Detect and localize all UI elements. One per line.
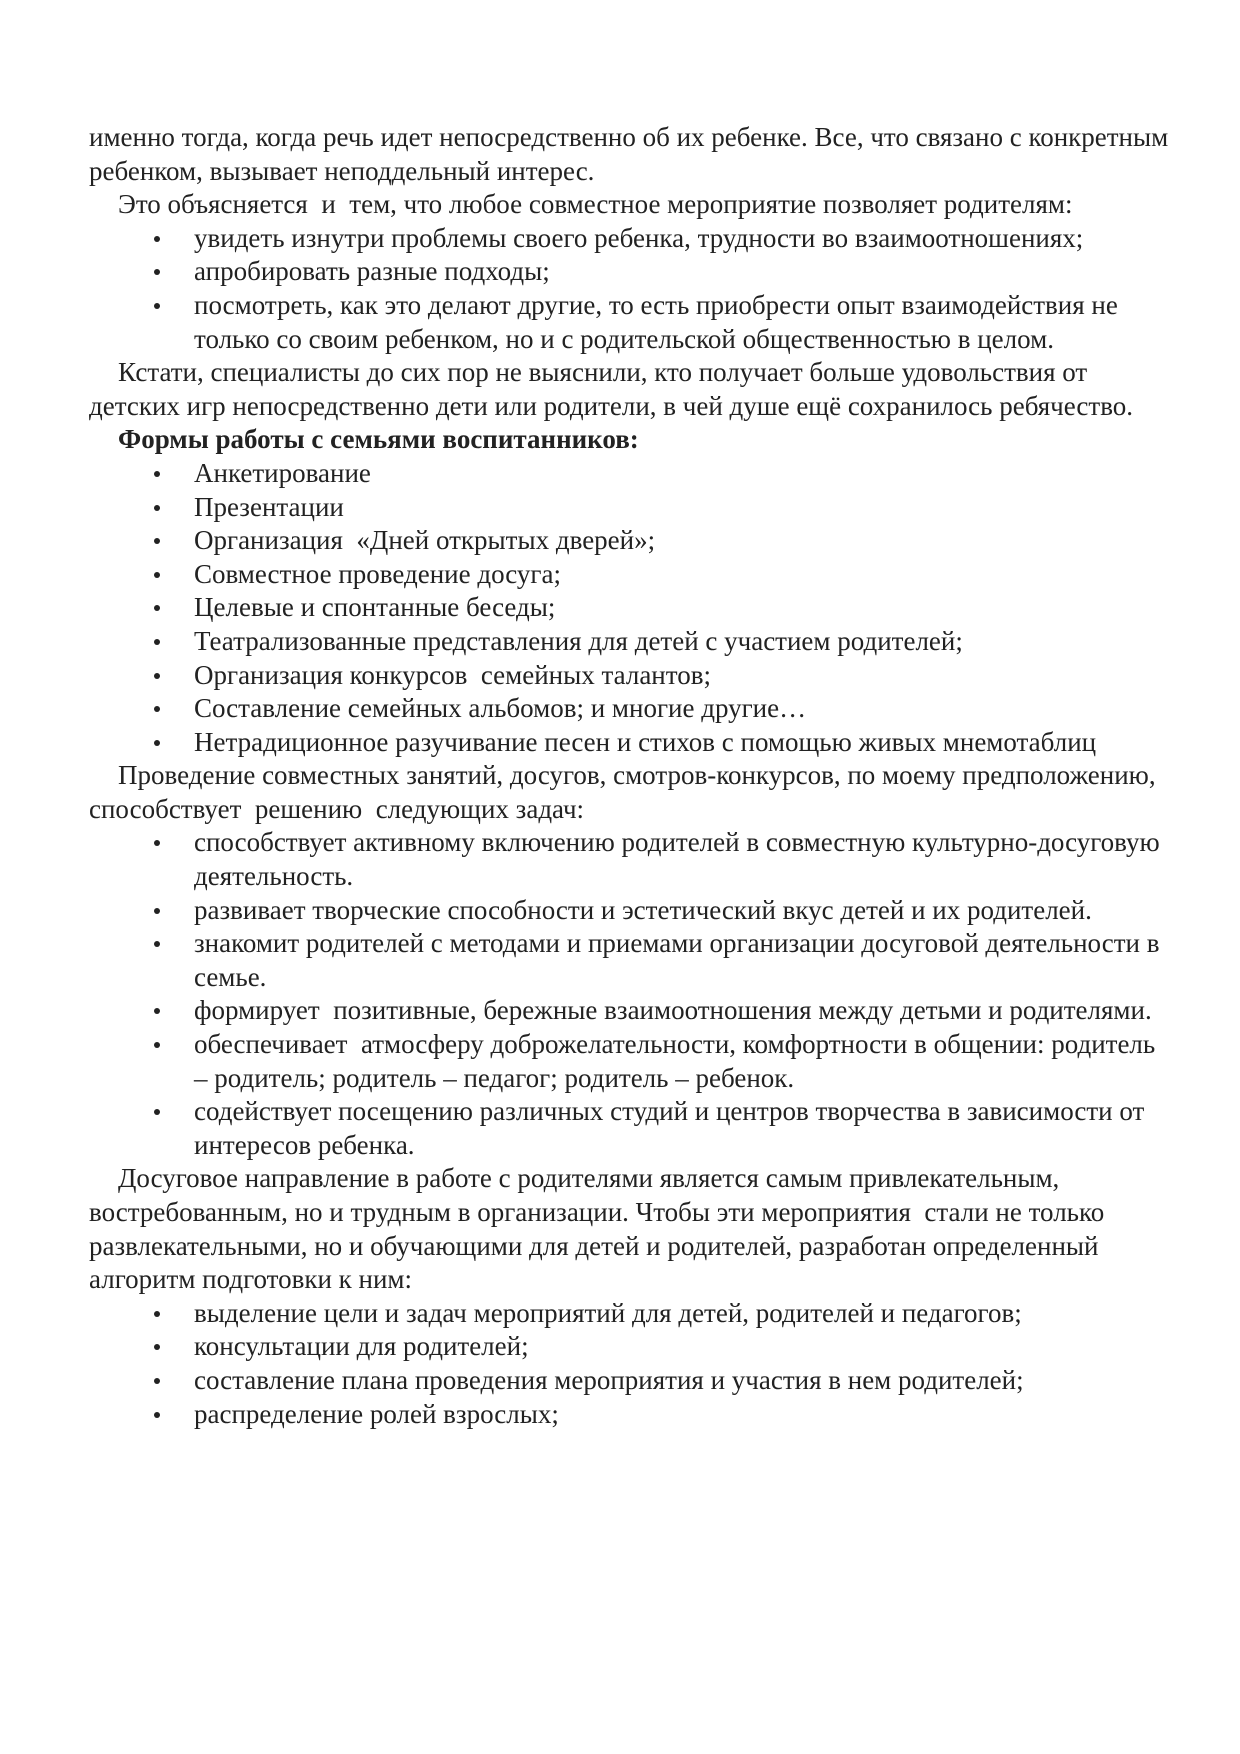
bullet-icon — [154, 269, 160, 275]
list-item: формирует позитивные, бережные взаимоотношения между детьми и родителями. — [89, 994, 1169, 1028]
bullet-icon — [154, 1109, 160, 1115]
bullet-icon — [154, 840, 160, 846]
list-item: Составление семейных альбомов; и многие другие… — [89, 692, 1169, 726]
bullet-icon — [154, 1311, 160, 1317]
bullet-icon — [154, 538, 160, 544]
bullet-icon — [154, 740, 160, 746]
bullet-icon — [154, 1412, 160, 1418]
benefits-list — [89, 222, 1169, 356]
paragraph-leisure: Досуговое направление в работе с родителями является самым привлекательным, востребованным, но и трудным в организации. Чтобы эти мероприятия стали не только развлекательными, но и обучающими для детей и родителей, разработан определенный алгоритм подготовки к ним: — [89, 1163, 1111, 1295]
list-item: Организация конкурсов семейных талантов; — [89, 659, 1169, 693]
bullet-icon — [154, 303, 160, 309]
bullet-icon — [154, 1042, 160, 1048]
list-item: Целевые и спонтанные беседы; — [89, 591, 1169, 625]
bullet-icon — [154, 1344, 160, 1350]
bullet-icon — [154, 941, 160, 947]
list-item: развивает творческие способности и эстетический вкус детей и их родителей. — [89, 894, 1169, 928]
list-item: обеспечивает атмосферу доброжелательности, комфортности в общении: родитель – родитель; родитель – педагог; родитель – ребенок. — [89, 1028, 1169, 1095]
tasks-list — [89, 826, 1169, 1162]
paragraph-intro: именно тогда, когда речь идет непосредственно об их ребенке. Все, что связано с конкретным ребенком, вызывает неподдельный интерес. — [89, 122, 1175, 186]
bullet-icon — [154, 908, 160, 914]
document-body — [89, 121, 1175, 1431]
list-item: Организация «Дней открытых дверей»; — [89, 524, 1169, 558]
paragraph-specialists: Кстати, специалисты до сих пор не выяснили, кто получает больше удовольствия от детских игр непосредственно дети или родители, в чей душе ещё сохранилось ребячество. — [89, 357, 1134, 421]
list-item: увидеть изнутри проблемы своего ребенка, трудности во взаимоотношениях; — [89, 222, 1169, 256]
list-item: распределение ролей взрослых; — [89, 1398, 1169, 1432]
bullet-icon — [154, 505, 160, 511]
bullet-icon — [154, 639, 160, 645]
forms-list — [89, 457, 1169, 759]
bullet-icon — [154, 706, 160, 712]
list-item: знакомит родителей с методами и приемами организации досуговой деятельности в семье. — [89, 927, 1169, 994]
list-item: Совместное проведение досуга; — [89, 558, 1169, 592]
bullet-icon — [154, 572, 160, 578]
list-item: Анкетирование — [89, 457, 1169, 491]
list-item: содействует посещению различных студий и центров творчества в зависимости от интересов ребенка. — [89, 1095, 1169, 1162]
list-item: способствует активному включению родителей в совместную культурно-досуговую деятельность. — [89, 826, 1169, 893]
list-item: апробировать разные подходы; — [89, 255, 1169, 289]
list-item: Нетрадиционное разучивание песен и стихов с помощью живых мнемотаблиц — [89, 726, 1169, 760]
bullet-icon — [154, 1008, 160, 1014]
paragraph-tasks-intro: Проведение совместных занятий, досугов, смотров-конкурсов, по моему предположению, способствует решению следующих задач: — [89, 760, 1163, 824]
bullet-icon — [154, 605, 160, 611]
list-item: посмотреть, как это делают другие, то есть приобрести опыт взаимодействия не только со своим ребенком, но и с родительской общественностью в целом. — [89, 289, 1169, 356]
paragraph-explanation: Это объясняется и тем, что любое совместное мероприятие позволяет родителям: — [118, 189, 1073, 220]
bullet-icon — [154, 673, 160, 679]
list-item: выделение цели и задач мероприятий для детей, родителей и педагогов; — [89, 1297, 1169, 1331]
algorithm-list — [89, 1297, 1169, 1431]
bullet-icon — [154, 471, 160, 477]
list-item: консультации для родителей; — [89, 1330, 1169, 1364]
bullet-icon — [154, 1378, 160, 1384]
section-heading: Формы работы с семьями воспитанников: — [118, 424, 639, 455]
list-item: Презентации — [89, 491, 1169, 525]
list-item: составление плана проведения мероприятия и участия в нем родителей; — [89, 1364, 1169, 1398]
list-item: Театрализованные представления для детей с участием родителей; — [89, 625, 1169, 659]
bullet-icon — [154, 236, 160, 242]
